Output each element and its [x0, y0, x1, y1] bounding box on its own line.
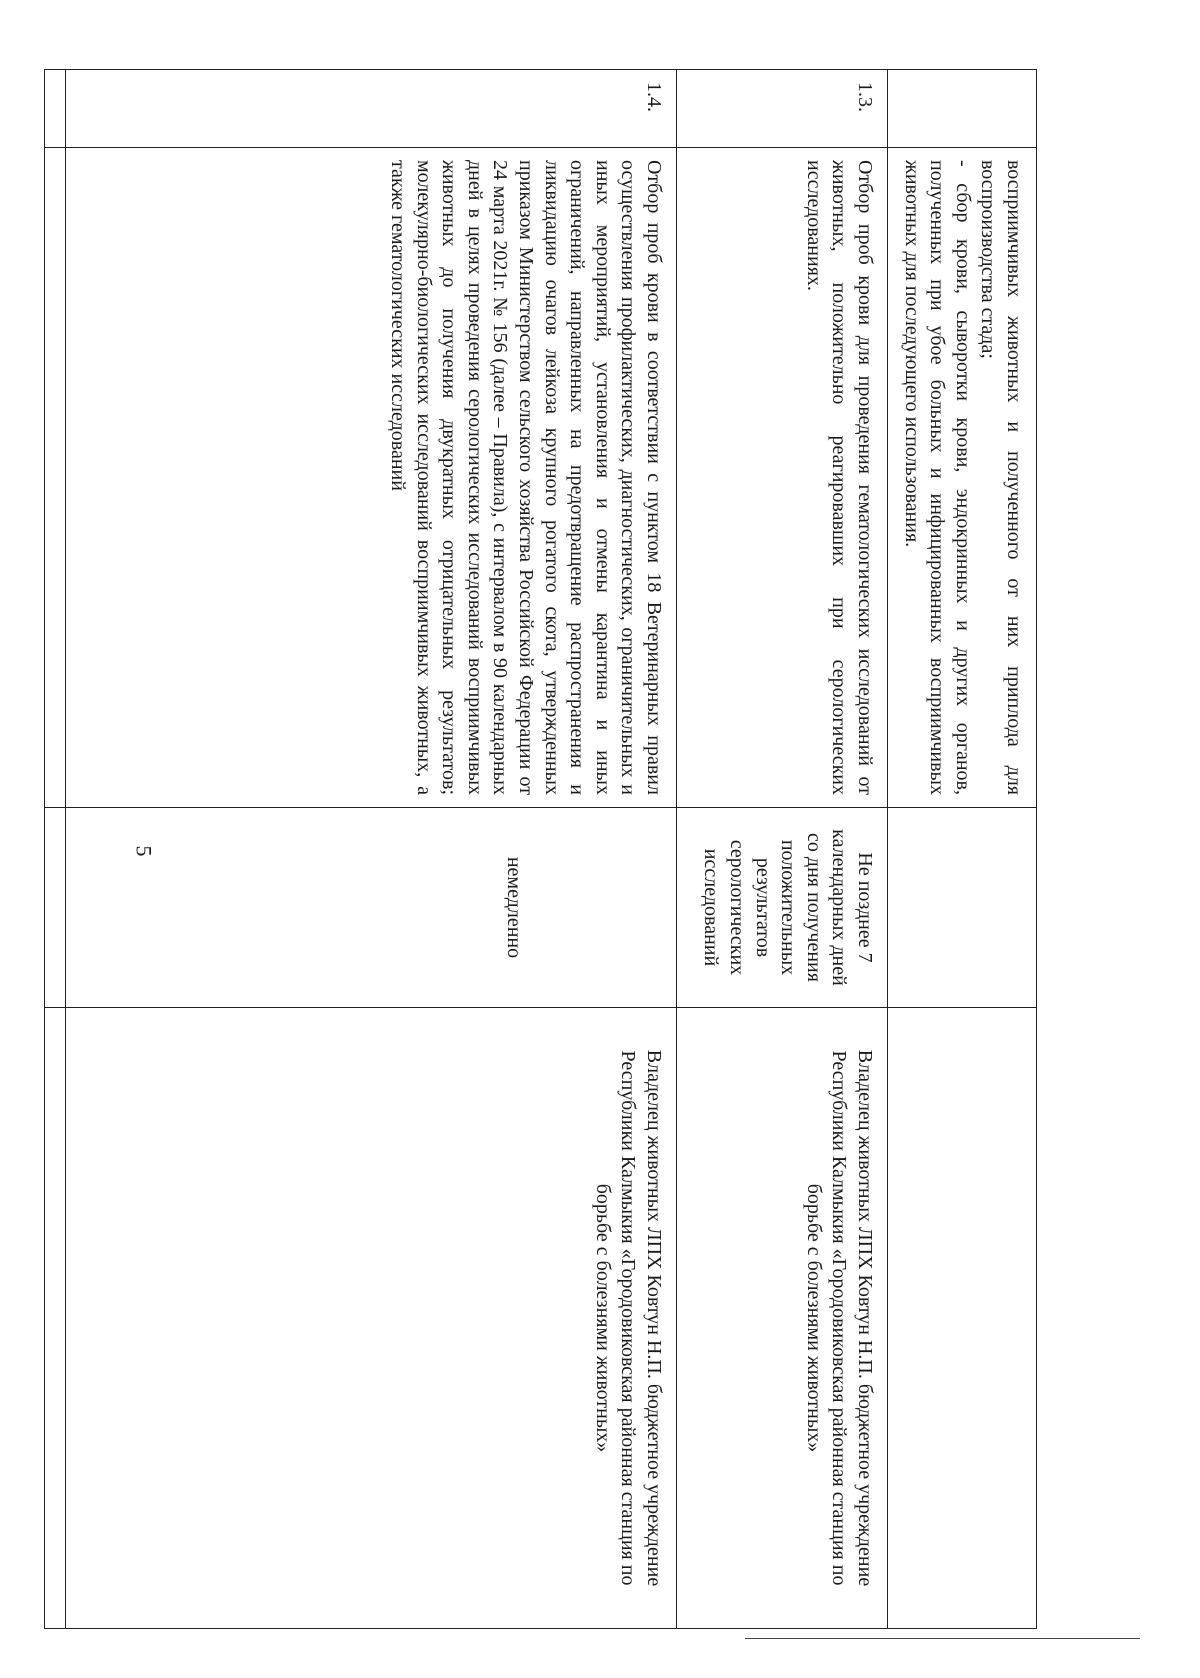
measures-table: [44, 69, 1037, 1629]
responsible-cell: Владелец животных ЛПХ Ковтун Н.П. бюджетное учреждение Республики Калмыкия «Городовиковская районная станция по борьбе с болезнями животных»: [677, 1008, 888, 1629]
row-number: 1.4.: [66, 70, 677, 148]
rotated-page: [159, 69, 1037, 1629]
page-number: 5: [131, 845, 157, 857]
term-cell: немедленно: [66, 808, 677, 1008]
table-row: [677, 70, 888, 1629]
activity-dash-item: - сбор крови, сыворотки крови, эндокринных и других органов, полученных при убое больных и инфицированных восприимчивых животных для последующего использования.: [900, 160, 974, 795]
term-cell: Не позднее 7 календарных дней со дня получения положительных результатов серологических исследований: [677, 808, 888, 1008]
activity-text: восприимчивых животных и полученного от них приплода для воспроизводства стада;: [977, 160, 1025, 795]
term-cell: [888, 808, 1037, 1008]
empty-cell: [45, 808, 66, 1008]
table-row: [66, 70, 677, 1629]
activity-cell: Отбор проб крови для проведения гематологических исследований от животных, положительно реагировавших при серологических исследованиях.: [677, 148, 888, 808]
activity-cell: [888, 148, 1037, 808]
empty-cell: [45, 70, 66, 148]
bottom-rule-line: [745, 1638, 1140, 1639]
table-row: [45, 70, 66, 1629]
row-number: [888, 70, 1037, 148]
empty-cell: [45, 1008, 66, 1629]
row-number: 1.3.: [677, 70, 888, 148]
responsible-cell: [888, 1008, 1037, 1629]
empty-cell: [45, 148, 66, 808]
responsible-cell: Владелец животных ЛПХ Ковтун Н.П. бюджетное учреждение Республики Калмыкия «Городовиковская районная станция по борьбе с болезнями животных»: [66, 1008, 677, 1629]
table-row: [888, 70, 1037, 1629]
activity-cell: Отбор проб крови в соответствии с пунктом 18 Ветеринарных правил осуществления профилактических, диагностических, ограничительных и иных мероприятий, установления и отмены карантина и иных ограничений, направленных на предотвращение распространения и ликвидацию очагов лейкоза крупного рогатого скота, утвержденных приказом Министерством сельского хозяйства Российской Федерации от 24 марта 2021г. № 156 (далее – Правила), с интервалом в 90 календарных дней в целях проведения серологических исследований восприимчивых животных до получения двукратных отрицательных результатов; молекулярно-биологических исследований восприимчивых животных, а также гематологических исследований: [66, 148, 677, 808]
